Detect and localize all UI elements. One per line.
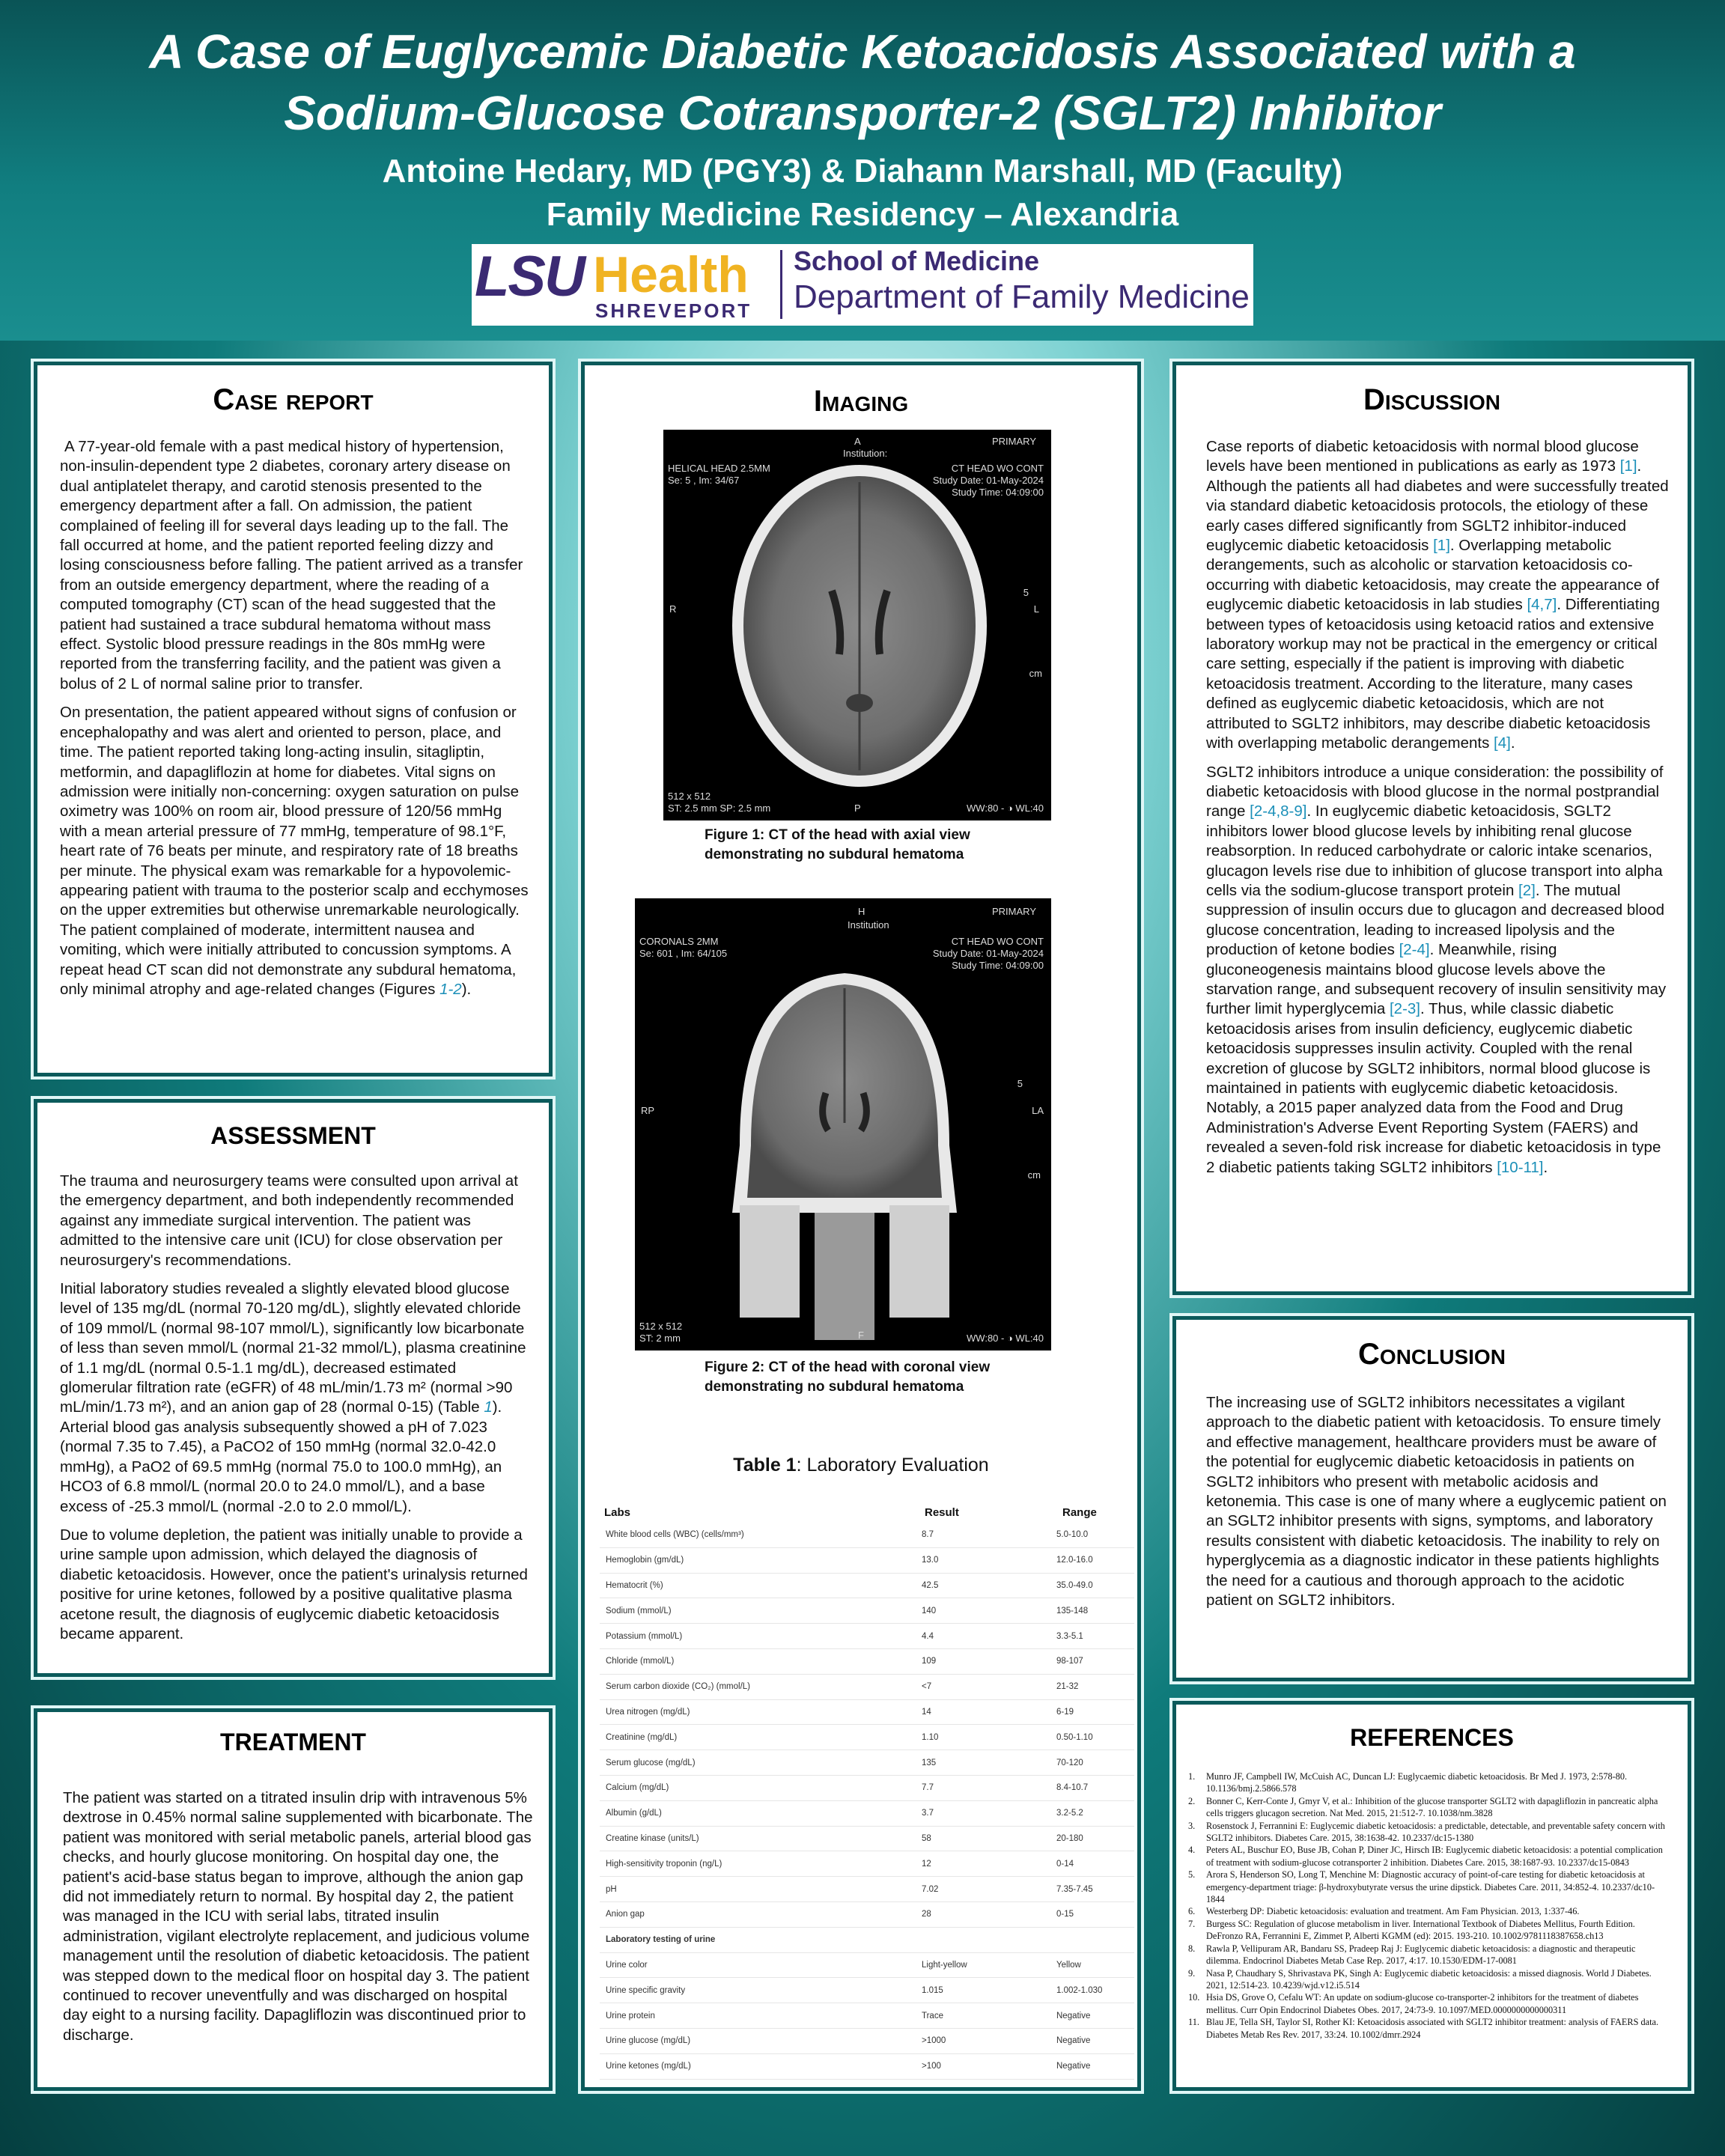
table-row [600,1851,1134,1877]
lab-result-cell: 1.015 [916,1978,1050,2003]
lab-name-cell: Anion gap [600,1901,916,1927]
logo-shreveport-text: SHREVEPORT [595,299,752,322]
reference-item: 1. Munro JF, Campbell IW, McCuish AC, Duncan LJ: Euglycaemic diabetic ketoacidosis. Br Med J. 1973, 2:578-80. 10.1136/bmj.2.5866.578 [1188,1771,1628,1794]
table-header-result: Result [925,1506,959,1519]
lab-result-cell: 7.7 [916,1775,1050,1800]
affiliation: Family Medicine Residency – Alexandria [546,196,1179,233]
table-row [600,1901,1134,1927]
discussion-text: . Differentiating between types of ketoacidosis using ketoacid ratios and extensive laboratory workup may not be practical in the emergency or critical care setting, especially if the patient is improving with diabetic ketoacidosis treatment. According to the literature, many cases defined as euglycemic diabetic ketoacidosis, which are not attributed to SGLT2 inhibitors, may describe diabetic ketoacidosis with overlapping metabolic derangements [1206,596,1660,752]
laboratory-evaluation-table [600,1523,1134,2080]
lab-range-cell: 70-120 [1050,1750,1134,1776]
table-row [600,1624,1134,1649]
fig2-left-orientation: LA [1032,1105,1044,1116]
table-header-labs: Labs [604,1506,631,1519]
discussion-text: . Although the patients all had diabetes and were successfully treated via standard diabetic ketoacidosis protocols, the etiology of these early cases differed significantly from SGLT2 inhibitor-induced euglycemic diabetic ketoacidosis [1206,457,1669,555]
treatment-panel [34,1708,553,2091]
lab-result-cell: >100 [916,2053,1050,2079]
lab-result-cell: 135 [916,1750,1050,1776]
reference-item: 11. Blau JE, Tella SH, Taylor SI, Rother KI: Ketoacidosis associated with SGLT2 inhibitor treatment: analysis of FAERS data. Diabetes Metab Res Rev. 2017, 33:24. 10.1002/dmrr.2924 [1188,2017,1659,2040]
table-row [600,1674,1134,1699]
title-line-1: A Case of Euglycemic Diabetic Ketoacidosis Associated with a [149,25,1576,79]
fig1-top-center-label: A [854,436,861,447]
table-row [600,1699,1134,1725]
lab-table-header [604,1506,1106,1523]
fig2-study-label: CT HEAD WO CONT Study Date: 01-May-2024 Study Time: 04:09:00 [932,936,1044,971]
reference-item: 8. Rawla P, Vellipuram AR, Bandaru SS, Pradeep Raj J: Euglycemic diabetic ketoacidosis: a diagnostic and therapeutic dilemma. Endocrinol Diabetes Metab Case Rep. 2017, 4:17. 10.1530/EDM-17-0081 [1188,1943,1636,1967]
lab-result-cell: 1.10 [916,1725,1050,1750]
figure-2-caption: Figure 2: CT of the head with coronal view demonstrating no subdural hematoma [705,1359,991,1395]
table-row [600,1927,1134,1952]
discussion-text: . [1510,734,1515,752]
fig2-window-label: WW:80 - ◑ WL:40 [967,1333,1044,1344]
lab-result-cell: Light-yellow [916,1952,1050,1978]
title-line-2: Sodium-Glucose Cotransporter-2 (SGLT2) Inhibitor [284,86,1441,140]
fig1-scale-label: 5 [1023,587,1029,598]
lab-range-cell: 8.4-10.7 [1050,1775,1134,1800]
table-row [600,2053,1134,2079]
lab-name-cell: Creatine kinase (units/L) [600,1826,916,1851]
fig1-primary-label: PRIMARY [992,436,1036,447]
reference-item: 5. Arora S, Henderson SO, Long T, Menchine M: Diagnostic accuracy of point-of-care testing for diabetic ketoacidosis at emergency-department triage: β-hydroxybutyrate versus the urine dipstick. Diabetes Care. 2011, 34:852-4. 10.2337/dc10-1844 [1188,1869,1655,1905]
lab-result-cell: 7.02 [916,1877,1050,1902]
poster-header [0,0,1725,341]
table-row [600,1877,1134,1902]
poster-title [0,21,1725,144]
lab-range-cell: 35.0-49.0 [1050,1573,1134,1598]
reference-item: 2. Bonner C, Kerr-Conte J, Gmyr V, et al.: Inhibition of the glucose transporter SGLT2 with dapagliflozin in pancreatic alpha cells triggers glucagon secretion. Nat Med. 2015, 21:512-7. 10.1038/nm.3828 [1188,1795,1658,1819]
lab-name-cell: Urine ketones (mg/dL) [600,2053,916,2079]
lab-result-cell: 58 [916,1826,1050,1851]
discussion-panel [1172,362,1691,1295]
reference-item: 9. Nasa P, Chaudhary S, Shrivastava PK, Singh A: Euglycemic diabetic ketoacidosis: a missed diagnosis. World J Diabetes. 2021, 12:514-23. 10.4239/wjd.v12.i5.514 [1188,1967,1652,1991]
authors: Antoine Hedary, MD (PGY3) & Diahann Marshall, MD (Faculty) [382,153,1343,189]
lab-name-cell: Urine protein [600,2003,916,2029]
references-panel [1172,1701,1691,2091]
logo-school-text: School of Medicine [794,246,1040,276]
reference-item: 7. Burgess SC: Regulation of glucose metabolism in liver. International Textbook of Diabetes Mellitus, Fourth Edition. DeFronzo RA, Ferrannini E, Zimmet P, Alberti KGMM (ed): 2015. 193-210. 10.1002/9781118387658.ch13 [1188,1918,1635,1942]
discussion-text: . The mutual suppression of insulin occurs due to glucagon and decreased blood glucose concentration, leading to increased lipolysis and the production of ketone bodies [1206,881,1664,959]
lab-result-cell: <7 [916,1674,1050,1699]
lab-range-cell: 20-180 [1050,1826,1134,1851]
fig1-study-label: CT HEAD WO CONT Study Date: 01-May-2024 Study Time: 04:09:00 [932,463,1044,498]
lab-range-cell: 98-107 [1050,1648,1134,1674]
lab-result-cell: 28 [916,1901,1050,1927]
lab-range-cell: 6-19 [1050,1699,1134,1725]
fig1-left-orientation: L [1033,603,1039,615]
reference-item: 6. Westerberg DP: Diabetic ketoacidosis: evaluation and treatment. Am Fam Physician. 2013, 1:337-46. [1188,1906,1580,1917]
lab-name-cell: Urine glucose (mg/dL) [600,2028,916,2053]
fig2-bottom-orientation: F [858,1330,864,1341]
lab-range-cell: 3.2-5.2 [1050,1800,1134,1826]
lab-range-cell: 12.0-16.0 [1050,1547,1134,1573]
discussion-text: Case reports of diabetic ketoacidosis with normal blood glucose levels have been mentioned in publications as early as 1973 [1206,438,1639,475]
lab-name-cell: Urine specific gravity [600,1978,916,2003]
citation-link[interactable]: [2] [1518,881,1536,899]
imaging-panel [581,362,1141,2091]
fig1-right-orientation: R [669,603,677,615]
lab-range-cell: Negative [1050,2028,1134,2053]
citation-link[interactable]: [2-3] [1389,1000,1420,1018]
citation-link[interactable]: [10-11] [1497,1158,1544,1176]
lab-name-cell: Potassium (mmol/L) [600,1624,916,1649]
fig1-matrix-label: 512 x 512 ST: 2.5 mm SP: 2.5 mm [668,791,771,814]
table-row [600,1826,1134,1851]
table-row [600,1598,1134,1624]
lab-name-cell: Albumin (g/dL) [600,1800,916,1826]
conclusion-heading: Conclusion [1358,1338,1506,1371]
fig2-primary-label: PRIMARY [992,906,1036,917]
citation-link[interactable]: [4] [1494,734,1511,752]
lab-result-cell: 109 [916,1648,1050,1674]
reference-list [1188,1770,1671,2041]
citation-link[interactable]: [4,7] [1527,596,1557,614]
citation-link[interactable]: [1] [1619,457,1637,475]
fig1-window-label: WW:80 - ◑ WL:40 [967,803,1044,814]
logo-department-text: Department of Family Medicine [794,278,1250,315]
fig2-scale-label: 5 [1017,1078,1023,1089]
conclusion-panel [1172,1316,1691,1681]
lab-name-cell: pH [600,1877,916,1902]
lab-range-cell: 0-14 [1050,1851,1134,1877]
fig2-series-label: CORONALS 2MM Se: 601 , Im: 64/105 [639,936,728,959]
ct-axial-image [663,430,1051,820]
table-row [600,1952,1134,1978]
lab-range-cell: 0.50-1.10 [1050,1725,1134,1750]
table-row [600,1573,1134,1598]
fig1-series-label: HELICAL HEAD 2.5MM Se: 5 , Im: 34/67 [668,463,770,486]
lab-name-cell: Serum carbon dioxide (CO₂) (mmol/L) [600,1674,916,1699]
lab-name-cell: Calcium (mg/dL) [600,1775,916,1800]
fig1-institution-label: Institution: [843,448,888,459]
discussion-text: SGLT2 inhibitors introduce a unique consideration: the possibility of diabetic ketoacidosis with blood glucose in the normal postprandial range [1206,763,1664,820]
lab-name-cell: Hemoglobin (gm/dL) [600,1547,916,1573]
fig2-top-center-label: H [858,906,865,917]
case-report-paragraph-1: A 77-year-old female with a past medical history of hypertension, non-insulin-dependent type 2 diabetes, coronary artery disease on dual antiplatelet therapy, and carotid stenosis presented to the emergency department after a fall. On admission, the patient complained of feeling ill for several days leading up to the fall. The fall occurred at home, and the patient reported feeling dizzy and losing consciousness before falling. The patient arrived as a transfer from an outside emergency department, where the reading of a computed tomography (CT) scan of the head suggested that the patient had sustained a trace subdural hematoma without mass effect. Systolic blood pressure readings in the 80s mmHg were reported from the transferring facility, and the patient was given a bolus of 2 L of normal saline prior to transfer. [60,438,523,692]
lab-range-cell: 0-15 [1050,1901,1134,1927]
lab-name-cell: Urine color [600,1952,916,1978]
discussion-heading: Discussion [1363,383,1500,416]
table-row [600,1750,1134,1776]
discussion-paragraph-2 [1206,763,1669,1178]
lsu-health-logo [472,244,1253,326]
fig2-right-orientation: RP [641,1105,655,1116]
author-block [0,150,1725,237]
case-report-paragraph-2: On presentation, the patient appeared without signs of confusion or encephalopathy and was alert and oriented to person, place, and time. The patient reported taking long-acting insulin, sitagliptin, metformin, and dapagliflozin at home for diabetes. Vital signs on admission were initially non-concerning: oxygen saturation on pulse oximetry was 100% on room air, blood pressure of 120/56 mmHg with a mean arterial pressure of 77 mmHg, temperature of 98.1°F, heart rate of 76 beats per minute, and respiratory rate of 18 breaths per minute. The physical exam was remarkable for a hypovolemic-appearing patient with trauma to the posterior scalp and ecchymoses on the upper extremities but otherwise unremarkable neurologically. The patient complained of moderate, intermittent nausea and vomiting, which were initially attributed to concussion symptoms. A repeat head CT scan did not demonstrate any subdural hematoma, only minimal atrophy and age-related changes (Figures 1-2). [60,704,529,998]
figure-1-caption: Figure 1: CT of the head with axial view demonstrating no subdural hematoma [705,827,970,862]
table-row [600,1725,1134,1750]
lab-result-cell: Trace [916,2003,1050,2029]
discussion-text: . Overlapping metabolic derangements, such as alcoholic or starvation ketoacidosis co-occurring with diabetic ketoacidosis, may create the appearance of euglycemic diabetic ketoacidosis in lab studies [1206,537,1660,614]
lab-range-cell [1050,1927,1134,1952]
lab-name-cell: Hematocrit (%) [600,1573,916,1598]
fig1-bottom-orientation: P [854,803,861,814]
lab-range-cell: 7.35-7.45 [1050,1877,1134,1902]
lab-name-cell: Laboratory testing of urine [600,1927,916,1952]
lab-name-cell: Sodium (mmol/L) [600,1598,916,1624]
lab-name-cell: High-sensitivity troponin (ng/L) [600,1851,916,1877]
fig2-institution-label: Institution [848,919,889,931]
lab-result-cell: 140 [916,1598,1050,1624]
logo-lsu-text: LSU [475,245,584,308]
assessment-paragraph-2: Initial laboratory studies revealed a slightly elevated blood glucose level of 135 mg/dL (normal 70-120 mg/dL), slightly elevated chloride of 109 mmol/L (normal 98-107 mmol/L), significantly low bicarbonate of less than seven mmol/L (normal 21-32 mmol/L), plasma creatinine of 1.1 mg/dL (normal 0.5-1.1 mg/dL), decreased estimated glomerular filtration rate (eGFR) of 48 mL/min/1.73 m² (normal >90 mL/min/1.73 m²), and an anion gap of 28 (normal 0-15) (Table 1). Arterial blood gas analysis subsequently showed a pH of 7.023 (normal 7.35 to 7.45), a PaCO2 of 150 mmHg (normal 32.0-42.0 mmHg), a PaO2 of 69.5 mmHg (normal 75.0 to 100.0 mmHg), an HCO3 of 6.8 mmol/L (normal 20.0 to 24.0 mmol/L), and a base excess of -25.3 mmol/L (normal -2.0 to 2.0 mmol/L). [60,1280,526,1515]
fig2-cm-label: cm [1027,1169,1041,1181]
logo-health-text: Health [593,246,749,303]
imaging-heading: Imaging [813,385,909,418]
treatment-paragraph-1: The patient was started on a titrated insulin drip with intravenous 5% dextrose in 0.45% normal saline supplemented with bicarbonate. The patient was monitored with serial metabolic panels, arterial blood gas checks, and hourly glucose monitoring. On hospital day one, the patient's acid-base status began to improve, although the anion gap did not immediately return to normal. By hospital day 2, the patient was managed in the ICU with serial labs, titrated insulin administration, vigilant electrolyte replacement, and judicious volume management until the resolution of diabetic ketoacidosis. The patient was stepped down to the medical floor on hospital day 3. The patient continued to recover uneventfully and was discharged on hospital day eight to a nursing facility. Dapagliflozin was discontinued prior to discharge. [63,1789,533,2044]
case-report-heading: Case report [213,383,374,416]
table-row [600,1775,1134,1800]
assessment-paragraph-3: Due to volume depletion, the patient was initially unable to provide a urine sample upon admission, which delayed the diagnosis of diabetic ketoacidosis. However, once the patient's urinalysis returned positive for urine ketones, followed by a positive qualitative plasma acetone result, the diagnosis of euglycemic diabetic ketoacidosis became apparent. [60,1526,528,1642]
fig1-cm-label: cm [1029,668,1042,679]
citation-link[interactable]: [2-4] [1399,941,1430,959]
lab-result-cell: 12 [916,1851,1050,1877]
citation-link[interactable]: [1] [1433,537,1450,555]
table-1-title: Table 1: Laboratory Evaluation [733,1455,989,1476]
lab-range-cell: Negative [1050,2003,1134,2029]
ct-coronal-image [635,898,1051,1350]
logo-divider [780,250,782,319]
table-row [600,1648,1134,1674]
references-heading: REFERENCES [1350,1724,1514,1751]
assessment-paragraph-1: The trauma and neurosurgery teams were consulted upon arrival at the emergency department, and both independently recommended against any immediate surgical intervention. The patient was admitted to the intensive care unit (ICU) for close observation per neurosurgery's recommendations. [60,1172,518,1269]
lab-range-cell: 1.002-1.030 [1050,1978,1134,2003]
table-row [600,1800,1134,1826]
lab-name-cell: Urea nitrogen (mg/dL) [600,1699,916,1725]
lab-result-cell: 8.7 [916,1523,1050,1547]
table-row [600,1547,1134,1573]
fig2-matrix-label: 512 x 512 ST: 2 mm [639,1321,683,1344]
table-row [600,1978,1134,2003]
lab-range-cell: 135-148 [1050,1598,1134,1624]
discussion-paragraph-1 [1206,437,1669,754]
lab-name-cell: Chloride (mmol/L) [600,1648,916,1674]
lab-range-cell: 5.0-10.0 [1050,1523,1134,1547]
treatment-heading: TREATMENT [220,1729,366,1755]
discussion-text: . Thus, while classic diabetic ketoacidosis arises from insulin deficiency, euglycemic diabetic ketoacidosis suppresses insulin activity. Coupled with the renal excretion of glucose by SGLT2 inhibitors, normal blood glucose is maintained in patients with euglycemic diabetic ketoacidosis. Notably, a 2015 paper analyzed data from the Food and Drug Administration's Adverse Event Reporting System (FAERS) and revealed a seven-fold risk increase for diabetic ketoacidosis in type 2 diabetic patients taking SGLT2 inhibitors [1206,1000,1661,1176]
lab-range-cell: 3.3-5.1 [1050,1624,1134,1649]
table-row [600,2003,1134,2029]
discussion-text: . In euglycemic diabetic ketoacidosis, SGLT2 inhibitors lower blood glucose levels by inhibiting renal glucose reabsorption. In reduced carbohydrate or caloric intake scenarios, glucagon levels rise due to inhibition of glucose transport into alpha cells via the sodium-glucose transport protein [1206,803,1663,899]
lab-name-cell: Creatinine (mg/dL) [600,1725,916,1750]
lab-name-cell: White blood cells (WBC) (cells/mm³) [600,1523,916,1547]
table-reference[interactable]: 1 [484,1398,493,1416]
reference-item: 4. Peters AL, Buschur EO, Buse JB, Cohan P, Diner JC, Hirsch IB: Euglycemic diabetic ketoacidosis: a potential complication of treatment with sodium-glucose cotransporter 2 inhibition. Diabetes Care. 2015, 38:1687-93. 10.2337/dc15-0843 [1188,1845,1663,1868]
lab-result-cell: 13.0 [916,1547,1050,1573]
reference-item: 3. Rosenstock J, Ferrannini E: Euglycemic diabetic ketoacidosis: a predictable, detectable, and preventable safety concern with SGLT2 inhibitors. Diabetes Care. 2015, 38:1638-42. 10.2337/dc15-1380 [1188,1820,1665,1844]
lab-range-cell: Yellow [1050,1952,1134,1978]
table-row [600,2028,1134,2053]
lab-result-cell: 42.5 [916,1573,1050,1598]
figure-reference[interactable]: 1-2 [439,980,462,998]
lab-result-cell: 3.7 [916,1800,1050,1826]
citation-link[interactable]: [2-4,8-9] [1250,803,1307,820]
lab-result-cell: >1000 [916,2028,1050,2053]
lab-result-cell: 14 [916,1699,1050,1725]
discussion-text: . Meanwhile, rising gluconeogenesis maintains blood glucose levels above the starvation range, and subsequent recovery of insulin sensitivity may further limit hyperglycemia [1206,941,1667,1018]
table-header-range: Range [1062,1506,1097,1519]
assessment-heading: ASSESSMENT [210,1122,376,1149]
reference-item: 10. Hsia DS, Grove O, Cefalu WT: An update on sodium-glucose co-transporter-2 inhibitors for the treatment of diabetes mellitus. Curr Opin Endocrinol Diabetes Obes. 2017, 24:73-9. 10.1097/MED.0000000000000311 [1188,1992,1639,2015]
conclusion-paragraph-1: The increasing use of SGLT2 inhibitors necessitates a vigilant approach to the diabetic patient with ketoacidosis. To ensure timely and effective management, healthcare providers must be aware of the potential for euglycemic diabetic ketoacidosis in patients on SGLT2 inhibitors who present with metabolic acidosis and ketonemia. This case is one of many where a euglycemic patient on an SGLT2 inhibitor presents with signs, symptoms, and laboratory results consistent with diabetic ketoacidosis. The inability to rely on hyperglycemia as a diagnostic indicator in these patients highlights the need for a cautious and thorough approach to the acidotic patient on SGLT2 inhibitors. [1206,1394,1667,1610]
table-row [600,1523,1134,1547]
case-report-panel [34,362,553,1077]
lab-result-cell [916,1927,1050,1952]
lab-range-cell: 21-32 [1050,1674,1134,1699]
discussion-text: . [1543,1158,1548,1176]
assessment-panel [34,1099,553,1677]
lab-name-cell: Serum glucose (mg/dL) [600,1750,916,1776]
lab-result-cell: 4.4 [916,1624,1050,1649]
lab-range-cell: Negative [1050,2053,1134,2079]
